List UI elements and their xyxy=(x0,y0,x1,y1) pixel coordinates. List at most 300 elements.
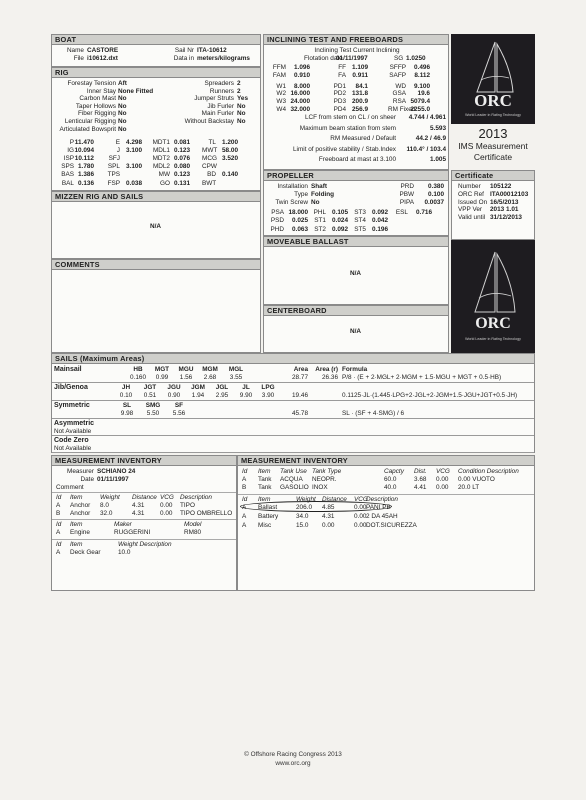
mainsail-label: Mainsail xyxy=(54,366,82,373)
jib-head: JGL xyxy=(215,384,229,391)
symmetric-value: 5.50 xyxy=(146,410,160,417)
rig-measure-label: MWT xyxy=(202,147,218,155)
mainsail-value: 0.160 xyxy=(130,374,146,381)
propeller-label: PBW xyxy=(399,190,414,198)
propeller-value: Folding xyxy=(311,190,335,198)
rig-measure-value: 10.112 xyxy=(74,155,94,163)
symmetric-area: 45.78 xyxy=(292,410,308,417)
jib-head: JH xyxy=(121,384,131,391)
rig-left-value: No xyxy=(118,102,127,110)
codezero-label: Code Zero xyxy=(54,437,89,444)
inventory2-cell: Tank xyxy=(258,484,272,491)
sails-header: SAILS (Maximum Areas) xyxy=(52,354,534,364)
jib-head: JGU xyxy=(167,384,181,391)
inventory-right-header: MEASUREMENT INVENTORY xyxy=(238,456,534,466)
inventory2-cell: DOT.SICUREZZA xyxy=(366,522,417,529)
orc-logo-letters: ORC xyxy=(474,91,512,110)
cert-year: 2013 xyxy=(478,126,508,141)
propeller-value: Shaft xyxy=(311,183,327,190)
propeller-value: No xyxy=(311,198,320,206)
inclining-grid-value: 131.8 xyxy=(352,90,368,98)
propeller-grid-value: 0.024 xyxy=(332,217,348,225)
inclining-grid-value: 256.9 xyxy=(352,106,368,113)
mainsail-head: MGM xyxy=(202,366,218,373)
certificate-label: ORC Ref xyxy=(458,190,484,198)
propeller-value: 0.380 xyxy=(428,183,444,190)
propeller-grid-value: 0.092 xyxy=(332,225,348,233)
rig-measure-value: 0.038 xyxy=(126,179,142,187)
asymmetric-label: Asymmetric xyxy=(54,420,95,427)
inventory-cell: TIPO OMBRELLO xyxy=(180,510,233,517)
inv-date-value: 01/11/1997 xyxy=(97,476,129,483)
inventory2-head: Item xyxy=(258,496,271,503)
file-label: File xyxy=(73,55,84,62)
inventory2-head: Tank Use xyxy=(280,468,307,475)
inclining-grid-label: PD2 xyxy=(333,90,346,98)
inventory2-cell: 0.00 xyxy=(354,504,367,511)
certificate-value: 105122 xyxy=(490,183,512,190)
measurer-label: Measurer xyxy=(67,468,94,475)
rig-measure-label: BAL xyxy=(61,179,74,187)
inventory2-cell: A xyxy=(242,476,247,483)
inclining-grid-label: GSA xyxy=(392,90,406,98)
inventory2-cell: 40.0 xyxy=(384,484,397,491)
rig-measure-label: P xyxy=(69,139,74,146)
file-value: i10612.dxt xyxy=(87,55,118,62)
inventory-cell: TIPO xyxy=(180,502,195,509)
inventory-cell: 8.0 xyxy=(100,502,109,509)
inventory-cell: B xyxy=(56,510,61,517)
symmetric-label: Symmetric xyxy=(54,402,90,409)
inclining-grid-label: FA xyxy=(338,71,346,79)
inclining-grid-label: W2 xyxy=(276,90,286,98)
inclining-summary-value: 5.593 xyxy=(430,124,446,132)
rig-measure-value: 1.200 xyxy=(222,139,238,146)
mizzen-section xyxy=(51,191,261,259)
rig-measure-label: MW xyxy=(158,171,170,179)
inventory-cell: RM80 xyxy=(184,529,202,536)
rig-measure-value: 3.100 xyxy=(126,147,142,155)
inventory2-cell: ACQUA xyxy=(280,476,303,483)
rig-left-label: Forestay Tension xyxy=(67,80,116,87)
inventory-head: Model xyxy=(184,521,202,528)
propeller-grid-value: 0.196 xyxy=(372,225,388,233)
inclining-grid-label: W1 xyxy=(276,82,286,90)
certificate-label: Number xyxy=(458,183,481,190)
inclining-grid-value: 19.6 xyxy=(417,90,430,98)
mainsail-area: 28.77 xyxy=(292,374,308,381)
inclining-summary-label: Limit of positive stability / Stab.Index xyxy=(292,145,396,153)
cert-title-2: Certificate xyxy=(473,152,513,162)
inventory-cell: Engine xyxy=(70,529,90,536)
propeller-label: PRD xyxy=(400,183,414,190)
mizzen-value: N/A xyxy=(150,223,162,230)
rig-right-value: 2 xyxy=(237,80,241,87)
inclining-grid-value: 1.096 xyxy=(294,64,310,71)
inclining-summary-value: 110.4° / 103.4 xyxy=(406,145,446,153)
inventory-head: Maker xyxy=(114,521,132,528)
inv-comment-label: Comment xyxy=(56,484,84,491)
propeller-header: PROPELLER xyxy=(264,171,448,181)
inclining-grid-value: 24.000 xyxy=(290,98,310,106)
jib-head: LPG xyxy=(261,384,275,391)
sails-divider xyxy=(52,435,534,436)
inclining-grid-value: 32.000 xyxy=(290,106,310,113)
rig-measure-label: MDT2 xyxy=(152,155,170,163)
inv-date-label: Date xyxy=(80,476,94,483)
inventory2-head: Condition Description xyxy=(458,468,519,475)
orc-logo-tagline: World Leader in Rating Technology xyxy=(465,113,521,117)
inclining-grid-value: 16.000 xyxy=(290,90,310,98)
mainsail-head: HB xyxy=(133,366,143,373)
inventory-head: Weight xyxy=(100,494,120,501)
ballast-section xyxy=(263,236,449,305)
rig-measure-label: MDT1 xyxy=(152,139,170,146)
rig-measure-value: 3.520 xyxy=(222,155,238,163)
jib-value: 3.90 xyxy=(261,392,275,399)
inventory-divider xyxy=(52,492,236,493)
rig-measure-value: 4.298 xyxy=(126,139,142,146)
inventory2-cell: A xyxy=(242,513,247,520)
inventory2-divider xyxy=(238,494,534,495)
rig-measure-label: J xyxy=(116,147,120,155)
mainsail-formula: P/8 · (E + 2·MGL+ 2·MGM + 1.5·MGU + MGT + 0.5·HB) xyxy=(342,374,502,381)
propeller-value: 0.100 xyxy=(428,190,444,198)
inventory-cell: 0.00 xyxy=(160,510,173,517)
comments-header: COMMENTS xyxy=(52,260,260,270)
certificate-section xyxy=(451,170,535,240)
rig-measure-value: 0.076 xyxy=(174,155,190,163)
rig-left-label: Carbon Mast xyxy=(79,95,116,103)
orc-logo-panel xyxy=(451,34,535,124)
symmetric-value: 5.56 xyxy=(172,410,186,417)
sails-section xyxy=(51,353,535,453)
inventory-head: Distance xyxy=(132,494,157,501)
inclining-grid-label: PD3 xyxy=(333,98,346,106)
propeller-grid-label: PHD xyxy=(270,225,284,233)
inventory-head: Item xyxy=(70,541,83,548)
inclining-grid-label: W4 xyxy=(276,106,286,113)
inventory-cell: 32.0 xyxy=(100,510,113,517)
inventory-cell: 4.31 xyxy=(132,510,145,517)
rig-measure-label: E xyxy=(115,139,120,146)
asymmetric-value: Not Available xyxy=(54,428,92,435)
rig-right-label: Jumper Struts xyxy=(194,95,234,103)
inventory-head: Weight Description xyxy=(118,541,172,548)
inventory2-cell: 4.85 xyxy=(322,504,335,511)
inclining-grid-value: 0.910 xyxy=(294,71,310,79)
sail-nr-label: Sail Nr xyxy=(174,47,194,54)
propeller-label: Type xyxy=(294,190,308,198)
inventory2-cell: PANI PB xyxy=(366,504,391,511)
inclining-grid-value: 0.911 xyxy=(352,71,368,79)
rig-left-value: No xyxy=(118,118,127,125)
rig-measure-label: ISP xyxy=(63,155,74,163)
propeller-grid-value: 0.105 xyxy=(332,209,348,216)
sail-nr: ITA-10612 xyxy=(197,47,227,54)
inventory-right-section xyxy=(237,455,535,591)
rig-left-value: None Fitted xyxy=(118,87,154,95)
inventory2-cell: 0.00 xyxy=(322,522,335,529)
inventory-head: Id xyxy=(56,541,62,548)
inventory2-cell: Ballast xyxy=(258,504,278,511)
jib-label: Jib/Genoa xyxy=(54,384,88,391)
symmetric-head: SMG xyxy=(145,402,161,409)
inventory2-cell: 0.00 xyxy=(436,484,449,491)
propeller-grid-label: PSA xyxy=(271,209,284,216)
inventory2-cell: 60.0 xyxy=(384,476,397,483)
propeller-label: Twin Screw xyxy=(275,198,308,206)
inventory2-cell: A xyxy=(242,522,247,529)
jib-value: 2.95 xyxy=(215,392,229,399)
inclining-grid-label: RM Fixed xyxy=(388,106,416,113)
inclining-grid-label: RSA xyxy=(392,98,406,106)
inclining-grid-label: SAFP xyxy=(389,71,406,79)
rig-measure-label: SPS xyxy=(61,163,74,171)
comments-section xyxy=(51,259,261,353)
certificate-header: Certificate xyxy=(452,171,534,181)
rig-measure-value: 3.100 xyxy=(126,163,142,171)
inventory2-cell: 4.31 xyxy=(322,513,335,520)
rig-measure-value: 0.123 xyxy=(174,147,190,155)
inventory2-cell: 2 DA 45AH xyxy=(366,513,398,520)
mainsail-head: MGU xyxy=(178,366,194,373)
boat-section xyxy=(51,34,261,67)
rig-measure-label: SFJ xyxy=(108,155,120,163)
jib-area: 19.46 xyxy=(292,392,308,399)
jib-formula: 0.1125·JL·(1.445·LPG+2·JGL+2·JGM+1.5·JGU+JGT+0.5·JH) xyxy=(342,392,518,399)
certificate-value: ITA00012103 xyxy=(490,190,529,198)
inventory-cell: A xyxy=(56,529,61,536)
inventory-divider xyxy=(52,519,236,520)
inclining-grid-value: 200.9 xyxy=(352,98,368,106)
codezero-value: Not Available xyxy=(54,445,92,452)
inventory2-head: Id xyxy=(242,496,248,503)
rig-measure-label: TPS xyxy=(107,171,120,179)
inventory2-head: Id xyxy=(242,468,248,475)
inventory2-head: VCG xyxy=(436,468,450,475)
measurer-value: SCHIANO 24 xyxy=(97,468,136,475)
jib-value: 0.90 xyxy=(167,392,181,399)
footer-url: www.orc.org xyxy=(275,760,311,767)
rig-measure-value: 58.00 xyxy=(222,147,238,155)
mainsail-value: 0.99 xyxy=(155,374,169,381)
rig-right-label: Without Backstay xyxy=(184,118,234,125)
inclining-summary-value: 44.2 / 46.9 xyxy=(415,135,446,142)
jib-value: 0.51 xyxy=(143,392,157,399)
data-in-value: meters/kilograms xyxy=(197,55,250,62)
inventory2-cell: A xyxy=(242,504,247,511)
rig-right-label: Jib Furler xyxy=(207,102,234,110)
rig-measure-label: MCG xyxy=(202,155,217,163)
inventory-cell: 0.00 xyxy=(160,502,173,509)
symmetric-value: 9.98 xyxy=(120,410,134,417)
certificate-label: Issued On xyxy=(458,198,488,206)
mainsail-value: 1.56 xyxy=(179,374,193,381)
rig-measure-label: BWT xyxy=(202,179,217,187)
rig-header: RIG xyxy=(52,68,260,78)
orc-logo-tagline-2: World Leader in Rating Technology xyxy=(465,337,521,341)
boat-name-label: Name xyxy=(66,47,84,54)
propeller-label: Installation xyxy=(277,183,308,190)
inventory2-cell: 20.0 LT xyxy=(458,484,480,491)
rig-measure-label: MDL2 xyxy=(152,163,170,171)
rig-measure-value: 10.094 xyxy=(74,147,94,155)
inclining-grid-value: 0.496 xyxy=(414,64,430,71)
sails-divider xyxy=(52,400,534,401)
orc-sail-logo xyxy=(451,34,535,124)
inventory-cell: 10.0 xyxy=(118,549,131,556)
cert-title-1: IMS Measurement xyxy=(458,141,528,151)
boat-name: CASTORE xyxy=(87,47,119,54)
propeller-grid-value: 0.025 xyxy=(292,217,308,225)
inventory2-cell: 0.00 xyxy=(354,513,367,520)
inclining-grid-label: WD xyxy=(395,82,406,90)
inventory-cell: A xyxy=(56,502,61,509)
sails-divider xyxy=(52,418,534,419)
propeller-grid-value: 0.092 xyxy=(372,209,388,216)
rig-measure-value: 0.123 xyxy=(174,171,190,179)
jib-value: 1.94 xyxy=(191,392,205,399)
inventory2-cell: Battery xyxy=(258,513,279,520)
centerboard-header: CENTERBOARD xyxy=(264,306,448,316)
rig-measure-label: GO xyxy=(160,179,170,187)
jib-head: JGM xyxy=(191,384,205,391)
inventory2-cell: 3.68 xyxy=(414,476,427,483)
rig-measure-value: 0.081 xyxy=(174,139,190,146)
symmetric-formula: SL · (SF + 4·SMG) / 6 xyxy=(342,410,405,417)
sails-divider xyxy=(52,452,534,453)
inclining-grid-label: FAM xyxy=(272,71,286,79)
sg-value: 1.0250 xyxy=(406,55,426,62)
propeller-value: 0.0037 xyxy=(424,198,444,206)
sails-divider xyxy=(52,382,534,383)
inventory-cell: Deck Gear xyxy=(70,549,101,556)
inclining-header: INCLINING TEST AND FREEBOARDS xyxy=(264,35,448,45)
inventory-cell: A xyxy=(56,549,61,556)
certificate-value: 16/5/2013 xyxy=(490,198,519,206)
rig-measure-label: CPW xyxy=(202,163,217,171)
certificate-label: Valid until xyxy=(458,214,486,222)
inventory2-head: Distance xyxy=(322,496,347,503)
inclining-grid-value: 8.112 xyxy=(414,71,430,79)
inventory2-head: Tank Type xyxy=(312,468,342,475)
inventory-divider xyxy=(52,539,236,540)
ballast-value: N/A xyxy=(350,270,362,277)
propeller-grid-value: 0.716 xyxy=(416,209,432,216)
propeller-grid-label: PHL xyxy=(313,209,326,216)
orc-logo-panel-2 xyxy=(451,240,535,353)
rig-left-value: No xyxy=(118,95,127,103)
rig-measure-label: BD xyxy=(207,171,216,179)
rig-measure-label: FSP xyxy=(107,179,120,187)
rig-measure-value: 0.131 xyxy=(174,179,190,187)
rig-right-label: Runners xyxy=(209,87,234,95)
propeller-grid-label: ST2 xyxy=(314,225,326,233)
inclining-grid-label: FFM xyxy=(272,64,286,71)
rig-right-value: 2 xyxy=(237,87,241,95)
inventory-left-section xyxy=(51,455,237,591)
inventory2-head: Item xyxy=(258,468,271,475)
jib-head: JL xyxy=(242,384,250,391)
propeller-grid-label: ST1 xyxy=(314,217,326,225)
centerboard-section xyxy=(263,305,449,353)
rig-measure-value: 11.470 xyxy=(74,139,94,146)
rig-left-label: Taper Hollows xyxy=(75,102,116,110)
rig-measure-value: 0.080 xyxy=(174,163,190,171)
data-in-label: Data in xyxy=(173,55,194,62)
inclining-summary-value: 4.744 / 4.961 xyxy=(408,114,446,121)
rig-measure-value: 1.386 xyxy=(78,171,94,179)
rig-measure-label: TL xyxy=(208,139,216,146)
inclining-section xyxy=(263,34,449,170)
mizzen-header: MIZZEN RIG AND SAILS xyxy=(52,192,260,202)
mainsail-value: 2.68 xyxy=(203,374,217,381)
certificate-label: VPP Ver xyxy=(458,206,483,214)
inventory-head: VCG xyxy=(160,494,174,501)
inventory2-cell: Misc xyxy=(258,522,272,529)
propeller-grid-label: ST5 xyxy=(354,225,366,233)
sg-label: SG xyxy=(394,55,404,62)
inventory2-cell: 0.00 xyxy=(436,476,449,483)
inclining-grid-label: FF xyxy=(338,64,346,71)
rig-measure-label: SPL xyxy=(107,163,120,171)
inventory-head: Item xyxy=(70,494,83,501)
rig-measure-label: MDL1 xyxy=(152,147,170,155)
rig-left-label: Lenticular Rigging xyxy=(64,118,116,125)
inventory-head: Description xyxy=(180,494,212,501)
inclining-grid-label: W3 xyxy=(276,98,286,106)
rig-measure-value: 1.780 xyxy=(78,163,94,171)
rig-section xyxy=(51,67,261,191)
inventory-head: Item xyxy=(70,521,83,528)
inventory2-head: VCG xyxy=(354,496,368,503)
inventory-cell: Anchor xyxy=(70,510,91,517)
rig-right-value: No xyxy=(237,102,246,110)
inventory2-cell: 15.0 xyxy=(296,522,309,529)
inventory2-cell: 0.00 VUOTO xyxy=(458,476,495,483)
inventory2-cell: 34.0 xyxy=(296,513,309,520)
inventory2-cell: 0.00 xyxy=(354,522,367,529)
propeller-grid-value: 0.063 xyxy=(292,225,308,233)
propeller-grid-label: ESL xyxy=(395,209,408,216)
inventory2-head: Weight xyxy=(296,496,316,503)
propeller-grid-value: 18.000 xyxy=(288,209,308,216)
certificate-value: 31/12/2013 xyxy=(490,214,522,222)
inclining-grid-value: 9.100 xyxy=(414,82,430,90)
inclining-grid-value: 2255.0 xyxy=(410,106,430,113)
orc-logo-letters-2: ORC xyxy=(475,315,511,332)
inventory2-head: Description xyxy=(366,496,398,503)
rig-measure-value: 0.140 xyxy=(222,171,238,179)
area-head: Area xyxy=(293,366,308,373)
rig-left-label: Articulated Bowsprit xyxy=(59,125,116,133)
inventory2-head: Capcty xyxy=(384,468,404,475)
rig-right-value: Yes xyxy=(237,95,249,103)
flotation-date: 01/11/1997 xyxy=(336,55,368,62)
inventory2-cell: Tank xyxy=(258,476,272,483)
symmetric-head: SF xyxy=(174,402,184,409)
rig-left-value: Aft xyxy=(118,80,127,87)
rig-right-value: No xyxy=(237,110,246,118)
rig-measure-label: BAS xyxy=(61,171,74,179)
inventory-cell: Anchor xyxy=(70,502,91,509)
mainsail-head: MGL xyxy=(228,366,244,373)
rig-left-value: No xyxy=(118,110,127,118)
inclining-grid-label: PD1 xyxy=(333,82,346,90)
inclining-grid-value: 8.000 xyxy=(294,82,310,90)
centerboard-value: N/A xyxy=(350,328,362,335)
